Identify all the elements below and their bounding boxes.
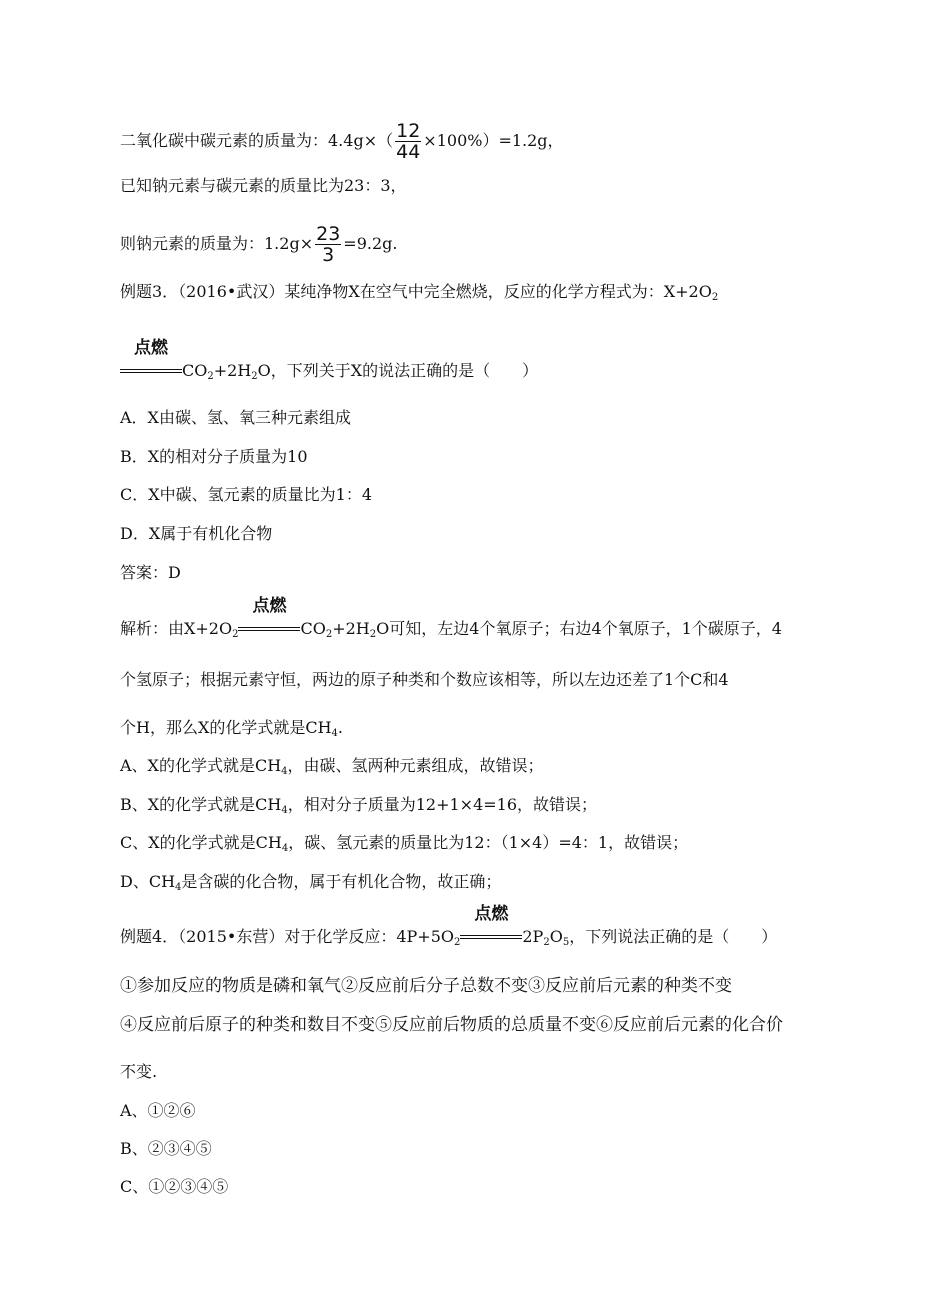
explain-a: A、X的化学式就是$CH_4$，由碳、氢两种元素组成，故错误； <box>120 756 544 777</box>
example-4-option-a: A、①②⑥ <box>120 1101 196 1120</box>
carbon-mass-line: 二氧化碳中碳元素的质量为：4.4g×（ $\frac{12}{44}$ ×100%）=1.2g， <box>120 120 564 163</box>
explain-c: C、X的化学式就是$CH_4$，碳、氢元素的质量比为12：（1×4）=4：1，故错误； <box>120 833 689 854</box>
example-4-items-3: 不变. <box>120 1062 158 1081</box>
sodium-mass-line: 则钠元素的质量为：1.2g× $\frac{23}{3}$ =9.2g. <box>120 223 398 266</box>
explain-d: D、$CH_4$是含碳的化合物，属于有机化合物，故正确； <box>120 872 502 893</box>
option-a: A．X由碳、氢、氧三种元素组成 <box>120 408 351 427</box>
analysis-line-1: 解析：由$X+2O_2$ 点燃 $CO_2+2H_2O$可知，左边4个氧原子；右边4个氧原子，1个碳原子，4 <box>120 596 782 640</box>
option-d: D．X属于有机化合物 <box>120 524 273 543</box>
fraction-12-44: $\frac{12}{44}$ <box>396 120 421 163</box>
fraction-23-3: $\frac{23}{3}$ <box>316 223 341 266</box>
reaction-condition-arrow: 点燃 <box>238 614 300 634</box>
answer: 答案：D <box>120 563 181 582</box>
option-b: B．X的相对分子质量为10 <box>120 447 308 466</box>
reaction-condition-arrow: 点燃 <box>120 356 182 376</box>
example-3-stem: 例题3．（2016•武汉）某纯净物X在空气中完全燃烧，反应的化学方程式为：$X+2O_2$ <box>120 282 719 303</box>
example-4-items-1: ①参加反应的物质是磷和氧气②反应前后分子总数不变③反应前后元素的种类不变 <box>120 976 732 996</box>
example-4-items-2: ④反应前后原子的种类和数目不变⑤反应前后物质的总质量不变⑥反应前后元素的化合价 <box>120 1015 783 1035</box>
example-4-stem: 例题4．（2015•东营）对于化学反应：$4P+5O_2$ 点燃 $2P_2O_5$，下列说法正确的是（ ） <box>120 904 778 948</box>
example-4-option-b: B、②③④⑤ <box>120 1139 212 1158</box>
explain-b: B、X的化学式就是$CH_4$，相对分子质量为12+1×4=16，故错误； <box>120 795 598 816</box>
example-3-equation: 点燃 $CO_2+2H_2O$，下列关于X的说法正确的是（ ） <box>120 356 538 387</box>
analysis-line-2: 个氢原子；根据元素守恒，两边的原子种类和个数应该相等，所以左边还差了1个C和4 <box>120 670 729 689</box>
example-4-option-c: C、①②③④⑤ <box>120 1177 229 1196</box>
analysis-line-3: 个H，那么X的化学式就是$CH_4$. <box>120 718 344 739</box>
mass-ratio-line: 已知钠元素与碳元素的质量比为23：3， <box>120 176 407 195</box>
reaction-condition-arrow: 点燃 <box>460 922 522 942</box>
option-c: C．X中碳、氢元素的质量比为1：4 <box>120 485 372 504</box>
